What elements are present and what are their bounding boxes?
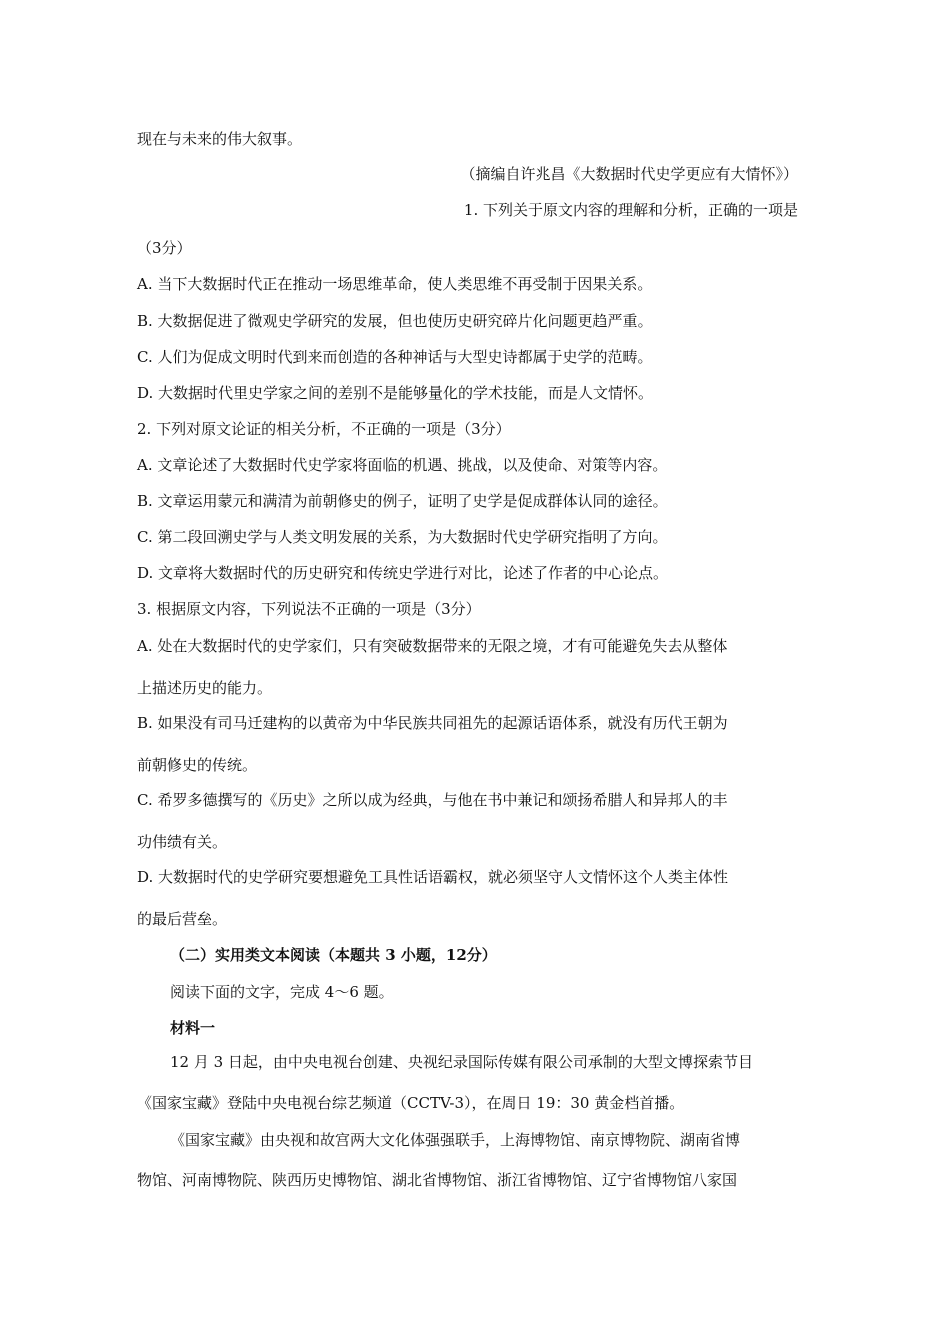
material-paragraph-1-cont: 《国家宝藏》登陆中央电视台综艺频道（CCTV-3），在周日 19：30 黄金档首播。 — [137, 1094, 685, 1112]
question-3-option-b-cont: 前朝修史的传统。 — [137, 756, 258, 774]
question-1-option-d: D. 大数据时代里史学家之间的差别不是能够量化的学术技能，而是人文情怀。 — [137, 384, 654, 402]
question-1-option-c: C. 人们为促成文明时代到来而创造的各种神话与大型史诗都属于史学的范畴。 — [137, 348, 653, 366]
question-2-option-b: B. 文章运用蒙元和满清为前朝修史的例子，证明了史学是促成群体认同的途径。 — [137, 492, 668, 510]
material-paragraph-2-cont: 物馆、河南博物院、陕西历史博物馆、湖北省博物馆、浙江省博物馆、辽宁省博物馆八家国 — [137, 1171, 738, 1189]
question-3-option-a: A. 处在大数据时代的史学家们，只有突破数据带来的无限之境，才有可能避免失去从整体 — [137, 637, 728, 655]
question-3-option-d-cont: 的最后营垒。 — [137, 910, 228, 928]
question-3-option-c: C. 希罗多德撰写的《历史》之所以成为经典，与他在书中兼记和颂扬希腊人和异邦人的丰 — [137, 791, 728, 809]
question-2-option-d: D. 文章将大数据时代的历史研究和传统史学进行对比，论述了作者的中心论点。 — [137, 564, 669, 582]
question-3-option-b: B. 如果没有司马迁建构的以黄帝为中华民族共同祖先的起源话语体系，就没有历代王朝为 — [137, 714, 728, 732]
question-2-stem: 2. 下列对原文论证的相关分析，不正确的一项是（3分） — [137, 420, 511, 438]
source-citation: （摘编自许兆昌《大数据时代史学更应有大情怀》） — [460, 165, 798, 183]
section-instruction: 阅读下面的文字，完成 4～6 题。 — [170, 983, 394, 1001]
question-3-option-c-cont: 功伟绩有关。 — [137, 833, 228, 851]
question-3-option-d: D. 大数据时代的史学研究要想避免工具性话语霸权，就必须坚守人文情怀这个人类主体性 — [137, 868, 729, 886]
question-3-stem: 3. 根据原文内容，下列说法不正确的一项是（3分） — [137, 600, 481, 618]
question-1-option-a: A. 当下大数据时代正在推动一场思维革命，使人类思维不再受制于因果关系。 — [137, 275, 653, 293]
question-3-option-a-cont: 上描述历史的能力。 — [137, 679, 273, 697]
passage-end-line: 现在与未来的伟大叙事。 — [137, 130, 303, 148]
question-1-score: （3分） — [137, 239, 192, 257]
section-heading: （二）实用类文本阅读（本题共 3 小题，12分） — [170, 946, 497, 964]
material-label: 材料一 — [170, 1019, 216, 1037]
material-paragraph-1: 12 月 3 日起，由中央电视台创建、央视纪录国际传媒有限公司承制的大型文博探索节目 — [170, 1053, 753, 1071]
question-2-option-a: A. 文章论述了大数据时代史学家将面临的机遇、挑战，以及使命、对策等内容。 — [137, 456, 668, 474]
question-2-option-c: C. 第二段回溯史学与人类文明发展的关系，为大数据时代史学研究指明了方向。 — [137, 528, 668, 546]
question-1-option-b: B. 大数据促进了微观史学研究的发展，但也使历史研究碎片化问题更趋严重。 — [137, 312, 653, 330]
question-1-stem: 1. 下列关于原文内容的理解和分析，正确的一项是 — [463, 201, 798, 219]
material-paragraph-2: 《国家宝藏》由央视和故宫两大文化体强强联手，上海博物馆、南京博物院、湖南省博 — [170, 1131, 741, 1149]
